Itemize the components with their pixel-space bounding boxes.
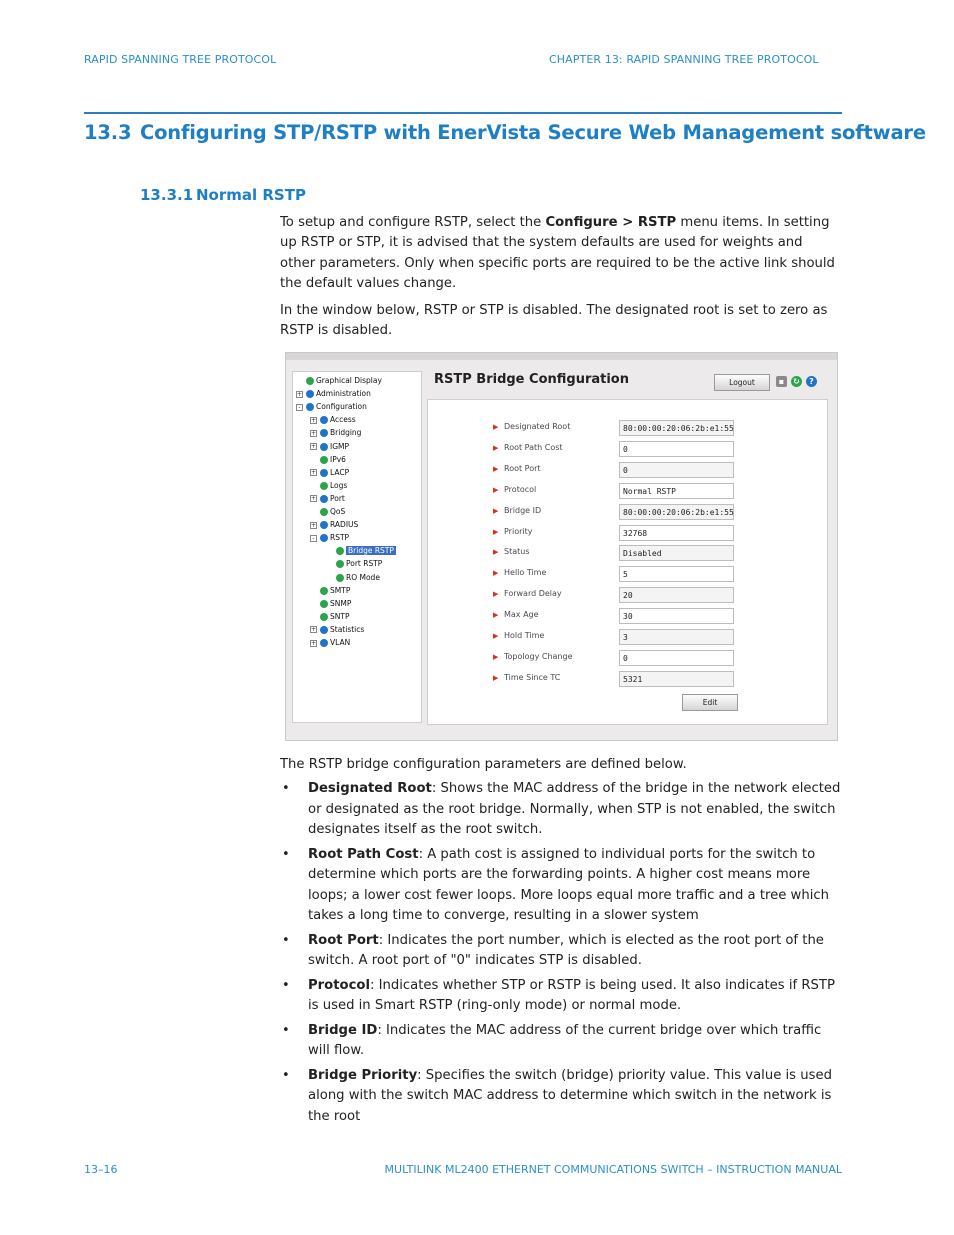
field-value[interactable]: 5 (619, 566, 734, 582)
tree-item[interactable] (310, 454, 346, 465)
tree-item-label: Logs (330, 480, 348, 490)
tree-item[interactable] (310, 611, 349, 622)
parameter-description: : Shows the MAC address of the bridge in the network elected or designated as the root bridge. Normally, when STP is not enabled, the switch designates itself as the root switch. (308, 781, 841, 837)
bullet-icon: • (282, 781, 290, 796)
bullet-icon: • (282, 846, 290, 862)
running-header-left: RAPID SPANNING TREE PROTOCOL (84, 53, 277, 66)
parameter-term: Root Port (308, 932, 379, 948)
tree-item-label: IPv6 (330, 454, 346, 464)
field-value[interactable]: 0 (619, 462, 734, 478)
expand-collapse-icon[interactable]: - (310, 535, 317, 542)
tree-item-label: Access (330, 415, 356, 425)
node-bullet-icon (306, 403, 314, 411)
parameter-list (280, 779, 842, 1131)
tree-item-label: VLAN (330, 638, 351, 647)
field-arrow-icon: ▶ (493, 548, 499, 557)
field-label: Root Path Cost (504, 442, 563, 452)
tree-item[interactable] (296, 401, 367, 412)
tree-item-label: Administration (316, 389, 371, 399)
subsection-heading (140, 186, 306, 204)
tree-item[interactable] (310, 519, 358, 530)
running-header-right: CHAPTER 13: RAPID SPANNING TREE PROTOCOL (549, 53, 819, 66)
tree-item[interactable] (310, 506, 345, 517)
field-label: Topology Change (504, 651, 573, 661)
field-arrow-icon: ▶ (493, 652, 499, 661)
node-bullet-icon (306, 377, 314, 385)
parameter-term: Protocol (308, 977, 370, 993)
field-value[interactable]: Disabled (619, 545, 734, 561)
tree-item[interactable] (310, 532, 349, 543)
page-number: 13–16 (84, 1163, 118, 1176)
tree-item[interactable] (310, 585, 350, 596)
footer-manual: MULTILINK ML2400 ETHERNET COMMUNICATIONS SWITCH – INSTRUCTION MANUAL (384, 1163, 842, 1176)
field-value[interactable]: 20 (619, 587, 734, 603)
tree-item-label: RADIUS (330, 520, 359, 530)
expand-collapse-icon[interactable]: + (311, 429, 317, 437)
field-label: Bridge ID (504, 505, 542, 515)
bullet-icon: • (282, 1067, 290, 1083)
node-bullet-icon (336, 560, 344, 568)
params-intro: The RSTP bridge configuration parameters are defined below. (280, 757, 687, 772)
refresh-icon[interactable]: ↻ (791, 376, 802, 387)
section-rule (84, 112, 842, 114)
node-bullet-icon (320, 613, 328, 621)
parameter-item (280, 1066, 842, 1128)
intro-text-b: menu items. In setting up RSTP or STP, it is advised that the system defaults are used for weights and other parameters. Only when specific ports are required to be the active link should the default values change. (280, 215, 835, 291)
field-arrow-icon: ▶ (493, 590, 499, 599)
field-value[interactable]: 80:00:00:20:06:2b:e1:55 (619, 420, 734, 436)
intro-paragraph (280, 213, 840, 294)
parameter-item (280, 1021, 842, 1062)
expand-collapse-icon[interactable]: + (311, 521, 317, 529)
field-value[interactable]: 80:00:00:20:06:2b:e1:55 (619, 504, 734, 520)
tree-item-label: SNTP (330, 611, 350, 621)
bullet-icon: • (282, 932, 290, 948)
tree-item-label: RSTP (330, 533, 350, 543)
parameter-description: : Indicates the port number, which is elected as the root port of the switch. A root port of "0" indicates STP is disabled. (308, 932, 824, 968)
tree-item[interactable] (310, 480, 347, 491)
field-value[interactable]: 32768 (619, 525, 734, 541)
tree-item[interactable] (326, 558, 382, 569)
bullet-icon: • (282, 1022, 290, 1038)
expand-collapse-icon[interactable]: + (311, 469, 317, 477)
intro-text-a: To setup and configure RSTP, select the (280, 215, 546, 230)
node-bullet-icon (320, 534, 328, 542)
node-bullet-icon (306, 390, 314, 398)
expand-collapse-icon[interactable]: + (297, 390, 303, 398)
parameter-item (280, 845, 842, 927)
field-arrow-icon: ▶ (493, 673, 499, 682)
node-bullet-icon (320, 482, 328, 490)
tree-item-label: Configuration (316, 402, 367, 412)
node-bullet-icon (336, 574, 344, 582)
field-value[interactable]: 5321 (619, 671, 734, 687)
tree-item-label: LACP (330, 467, 350, 477)
parameter-description: : Indicates whether STP or RSTP is being used. It also indicates if RSTP is used in Smart RSTP (ring-only mode) or normal mode. (308, 977, 835, 1013)
node-bullet-icon (320, 443, 328, 451)
node-bullet-icon (320, 600, 328, 608)
expand-collapse-icon[interactable]: + (311, 443, 317, 450)
window-paragraph: In the window below, RSTP or STP is disabled. The designated root is set to zero as RSTP is disabled. (280, 303, 828, 339)
tree-item[interactable] (310, 441, 349, 452)
node-bullet-icon (320, 626, 328, 634)
field-label: Hold Time (504, 631, 545, 640)
field-label: Time Since TC (504, 672, 561, 682)
tree-item-label: Port (330, 493, 345, 503)
node-bullet-icon (320, 456, 328, 464)
expand-collapse-icon[interactable]: + (311, 416, 317, 424)
field-label: Root Port (504, 463, 541, 473)
tree-item-label: SMTP (330, 585, 351, 595)
field-label: Status (504, 547, 530, 557)
node-bullet-icon (320, 469, 328, 477)
tree-item[interactable] (310, 493, 345, 504)
field-label: Max Age (504, 610, 539, 620)
logout-button[interactable]: Logout (714, 374, 770, 391)
tree-item[interactable] (326, 545, 396, 556)
section-number: 13.3 (84, 121, 132, 144)
bullet-icon: • (282, 977, 290, 993)
tree-item[interactable] (310, 427, 361, 438)
field-arrow-icon: ▶ (493, 506, 499, 515)
tree-item-label: Bridging (330, 428, 362, 438)
node-bullet-icon (320, 587, 328, 595)
subsection-number: 13.3.1 (140, 186, 194, 204)
field-value[interactable]: 30 (619, 608, 734, 624)
parameter-description: : Specifies the switch (bridge) priority value. This value is used along with the switch MAC address to determine which switch in the network is the root (308, 1067, 832, 1124)
field-value[interactable]: 0 (619, 650, 734, 666)
save-icon[interactable]: ▪ (776, 376, 787, 387)
tree-item-label: QoS (330, 507, 346, 516)
tree-item[interactable] (296, 375, 382, 386)
field-label: Priority (504, 526, 533, 536)
field-arrow-icon: ▶ (493, 527, 499, 536)
field-value[interactable]: 0 (619, 441, 734, 457)
tree-item-label: RO Mode (346, 572, 380, 582)
field-value[interactable]: Normal RSTP (619, 483, 734, 499)
field-arrow-icon: ▶ (493, 611, 499, 620)
field-arrow-icon: ▶ (493, 464, 499, 473)
tree-item[interactable] (310, 414, 356, 425)
parameter-item (280, 931, 842, 972)
field-arrow-icon: ▶ (493, 443, 499, 452)
node-bullet-icon (336, 547, 344, 555)
tree-item[interactable] (310, 637, 350, 648)
field-label: Protocol (504, 484, 537, 494)
node-bullet-icon (320, 429, 328, 437)
node-bullet-icon (320, 416, 328, 424)
tree-item[interactable] (310, 598, 351, 609)
section-title: Configuring STP/RSTP with EnerVista Secure Web Management software (140, 121, 926, 144)
expand-collapse-icon[interactable]: + (311, 639, 317, 647)
screenshot-topbar (286, 353, 837, 360)
field-label: Forward Delay (504, 589, 562, 599)
section-heading (84, 121, 926, 144)
parameter-item (280, 779, 842, 841)
expand-collapse-icon[interactable]: + (311, 626, 317, 634)
field-arrow-icon: ▶ (493, 485, 499, 494)
parameter-term: Bridge Priority (308, 1067, 418, 1083)
field-arrow-icon: ▶ (493, 632, 499, 640)
field-value[interactable]: 3 (619, 629, 734, 645)
expand-collapse-icon[interactable]: - (296, 404, 303, 411)
parameter-description: : Indicates the MAC address of the current bridge over which traffic will flow. (308, 1022, 822, 1058)
tree-item-label: IGMP (330, 441, 350, 451)
field-label: Hello Time (504, 568, 547, 578)
help-icon[interactable]: ? (806, 376, 817, 387)
tree-item[interactable] (296, 388, 371, 399)
tree-item[interactable] (310, 467, 349, 478)
node-bullet-icon (320, 495, 328, 503)
tree-item-label: Bridge RSTP (348, 546, 394, 556)
rstp-screenshot (285, 352, 838, 741)
parameter-description: : A path cost is assigned to individual ports for the switch to determine which ports are the forwarding points. A higher cost means more loops; a lower cost fewer loops. More loops equal more traffic and a tree which takes a long time to converge, resulting in a slower system (308, 846, 829, 923)
field-label: Designated Root (504, 422, 571, 431)
node-bullet-icon (320, 508, 328, 516)
parameter-term: Designated Root (308, 781, 432, 796)
tree-item[interactable] (326, 572, 380, 583)
field-arrow-icon: ▶ (493, 569, 499, 578)
parameter-term: Root Path Cost (308, 846, 419, 862)
node-bullet-icon (320, 639, 328, 647)
panel-title: RSTP Bridge Configuration (434, 372, 629, 387)
tree-item-label: Graphical Display (316, 376, 382, 385)
menu-path: Configure > RSTP (545, 215, 677, 230)
subsection-title: Normal RSTP (196, 186, 306, 204)
navigation-tree (292, 371, 422, 723)
expand-collapse-icon[interactable]: + (311, 495, 317, 503)
tree-item[interactable] (310, 624, 364, 635)
tree-item-label: SNMP (330, 598, 352, 608)
field-arrow-icon: ▶ (493, 423, 499, 431)
parameter-term: Bridge ID (308, 1022, 378, 1038)
tree-item-label: Statistics (330, 624, 365, 634)
parameter-item (280, 976, 842, 1017)
node-bullet-icon (320, 521, 328, 529)
tree-item-label: Port RSTP (346, 559, 383, 569)
edit-button[interactable]: Edit (682, 694, 738, 711)
